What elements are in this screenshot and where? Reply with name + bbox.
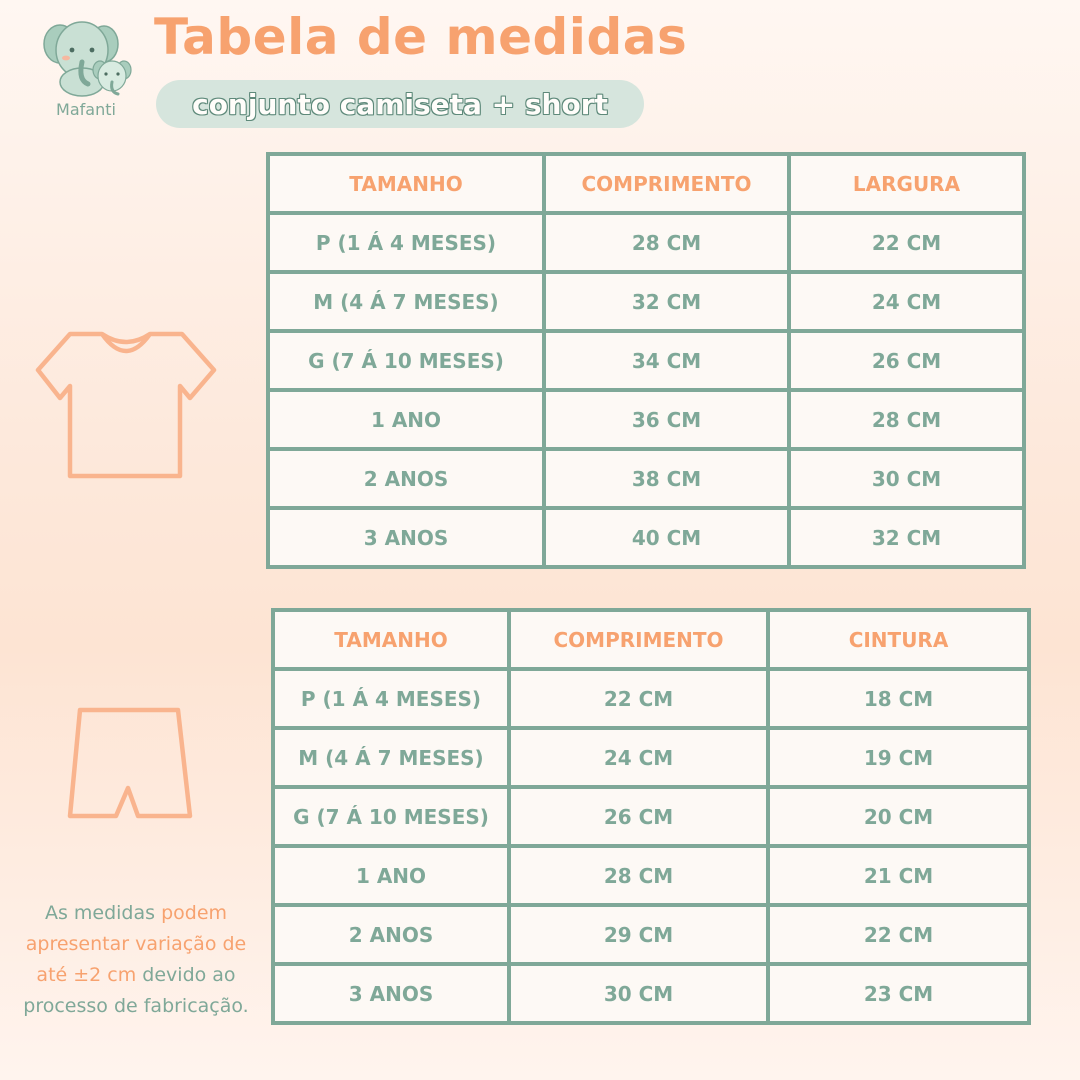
length-cell: 26 CM bbox=[509, 787, 768, 846]
table-row bbox=[268, 449, 1024, 508]
table-row bbox=[268, 272, 1024, 331]
length-cell: 29 CM bbox=[509, 905, 768, 964]
size-cell: M (4 Á 7 MESES) bbox=[268, 272, 544, 331]
width-cell: 24 CM bbox=[789, 272, 1024, 331]
brand-name: Mafanti bbox=[56, 100, 116, 119]
page-subtitle: conjunto camiseta + short bbox=[156, 80, 644, 128]
table-row bbox=[273, 669, 1029, 728]
table-row bbox=[268, 331, 1024, 390]
note-highlight: podem apresentar variação de até ±2 cm bbox=[25, 902, 247, 986]
width-cell: 28 CM bbox=[789, 390, 1024, 449]
page-title: Tabela de medidas bbox=[154, 8, 688, 66]
header-cell: COMPRIMENTO bbox=[544, 154, 789, 213]
waist-cell: 21 CM bbox=[768, 846, 1029, 905]
table-row bbox=[268, 508, 1024, 567]
table-header-row bbox=[268, 154, 1024, 213]
brand-logo bbox=[34, 14, 138, 124]
header-cell: LARGURA bbox=[789, 154, 1024, 213]
table-row bbox=[273, 787, 1029, 846]
size-cell: 3 ANOS bbox=[268, 508, 544, 567]
header-cell: CINTURA bbox=[768, 610, 1029, 669]
width-cell: 30 CM bbox=[789, 449, 1024, 508]
size-cell: M (4 Á 7 MESES) bbox=[273, 728, 509, 787]
length-cell: 38 CM bbox=[544, 449, 789, 508]
table-row bbox=[268, 390, 1024, 449]
size-cell: P (1 Á 4 MESES) bbox=[273, 669, 509, 728]
width-cell: 22 CM bbox=[789, 213, 1024, 272]
waist-cell: 22 CM bbox=[768, 905, 1029, 964]
size-cell: 3 ANOS bbox=[273, 964, 509, 1023]
size-cell: 2 ANOS bbox=[268, 449, 544, 508]
header-cell: TAMANHO bbox=[268, 154, 544, 213]
width-cell: 32 CM bbox=[789, 508, 1024, 567]
waist-cell: 19 CM bbox=[768, 728, 1029, 787]
length-cell: 30 CM bbox=[509, 964, 768, 1023]
length-cell: 22 CM bbox=[509, 669, 768, 728]
table-row bbox=[268, 213, 1024, 272]
note-text-end: devido ao processo de fabricação. bbox=[23, 964, 249, 1017]
length-cell: 40 CM bbox=[544, 508, 789, 567]
size-cell: P (1 Á 4 MESES) bbox=[268, 213, 544, 272]
size-cell: 2 ANOS bbox=[273, 905, 509, 964]
length-cell: 28 CM bbox=[544, 213, 789, 272]
length-cell: 34 CM bbox=[544, 331, 789, 390]
elephant-logo-icon bbox=[38, 14, 134, 100]
size-cell: 1 ANO bbox=[273, 846, 509, 905]
shorts-size-table bbox=[271, 608, 1031, 1025]
header-cell: TAMANHO bbox=[273, 610, 509, 669]
length-cell: 32 CM bbox=[544, 272, 789, 331]
measurement-note bbox=[16, 898, 256, 1022]
shirt-size-table bbox=[266, 152, 1026, 569]
waist-cell: 20 CM bbox=[768, 787, 1029, 846]
t-shirt-icon bbox=[34, 328, 218, 482]
waist-cell: 23 CM bbox=[768, 964, 1029, 1023]
width-cell: 26 CM bbox=[789, 331, 1024, 390]
table-row bbox=[273, 728, 1029, 787]
table-row bbox=[273, 964, 1029, 1023]
table-row bbox=[273, 846, 1029, 905]
size-cell: 1 ANO bbox=[268, 390, 544, 449]
table-header-row bbox=[273, 610, 1029, 669]
length-cell: 24 CM bbox=[509, 728, 768, 787]
note-text-start: As medidas bbox=[44, 902, 162, 924]
length-cell: 36 CM bbox=[544, 390, 789, 449]
waist-cell: 18 CM bbox=[768, 669, 1029, 728]
length-cell: 28 CM bbox=[509, 846, 768, 905]
shorts-icon bbox=[66, 706, 196, 822]
header-cell: COMPRIMENTO bbox=[509, 610, 768, 669]
size-cell: G (7 Á 10 MESES) bbox=[268, 331, 544, 390]
size-cell: G (7 Á 10 MESES) bbox=[273, 787, 509, 846]
table-row bbox=[273, 905, 1029, 964]
